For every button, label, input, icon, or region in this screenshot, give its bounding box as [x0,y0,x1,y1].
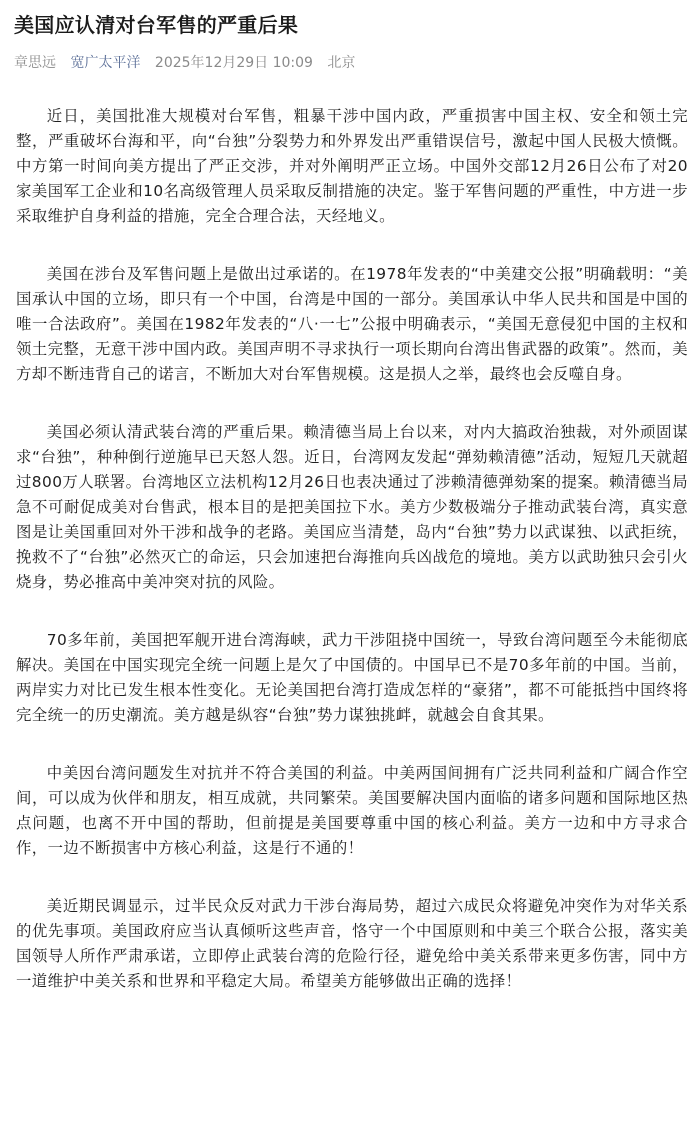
paragraph: 70多年前，美国把军舰开进台湾海峡，武力干涉阻挠中国统一，导致台湾问题至今未能彻底解决。美国在中国实现完全统一问题上是欠了中国债的。中国早已不是70多年前的中国。当前，两岸实力对比已发生根本性变化。无论美国把台湾打造成怎样的“豪猪”，都不可能抵挡中国终将完全统一的历史潮流。美方越是纵容“台独”势力谋独挑衅，就越会自食其果。 [16,631,688,724]
paragraph: 美国必须认清武装台湾的严重后果。赖清德当局上台以来，对内大搞政治独裁，对外顽固谋求“台独”，种种倒行逆施早已天怒人怨。近日，台湾网友发起“弹劾赖清德”活动，短短几天就超过800万人联署。台湾地区立法机构12月26日也表决通过了涉赖清德弹劾案的提案。赖清德当局急不可耐促成美对台售武，根本目的是把美国拉下水。美方少数极端分子推动武装台湾，真实意图是让美国重回对外干涉和战争的老路。美国应当清楚，岛内“台独”势力以武谋独、以武拒统，挽救不了“台独”必然灭亡的命运，只会加速把台海推向兵凶战危的境地。美方以武助独只会引火烧身，势必推高中美冲突对抗的风险。 [16,423,688,591]
paragraph: 美近期民调显示，过半民众反对武力干涉台海局势，超过六成民众将避免冲突作为对华关系的优先事项。美国政府应当认真倾听这些声音，恪守一个中国原则和中美三个联合公报，落实美国领导人所作严肃承诺，立即停止武装台湾的危险行径，避免给中美关系带来更多伤害，同中方一道维护中美关系和世界和平稳定大局。希望美方能够做出正确的选择！ [16,897,688,990]
article-meta [14,53,355,73]
paragraph: 美国在涉台及军售问题上是做出过承诺的。在1978年发表的“中美建交公报”明确载明：“美国承认中国的立场，即只有一个中国，台湾是中国的一部分。美国承认中华人民共和国是中国的唯一合法政府”。美国在1982年发表的“八·一七”公报中明确表示，“美国无意侵犯中国的主权和领土完整，无意干涉中国内政。美国声明不寻求执行一项长期向台湾出售武器的政策”。然而，美方却不断违背自己的诺言，不断加大对台军售规模。这是损人之举，最终也会反噬自身。 [16,265,688,383]
paragraph: 近日，美国批准大规模对台军售，粗暴干涉中国内政，严重损害中国主权、安全和领土完整，严重破坏台海和平，向“台独”分裂势力和外界发出严重错误信号，激起中国人民极大愤慨。中方第一时间向美方提出了严正交涉，并对外阐明严正立场。中国外交部12月26日公布了对20家美国军工企业和10名高级管理人员采取反制措施的决定。鉴于军售问题的严重性，中方进一步采取维护自身利益的措施，完全合理合法，天经地义。 [16,107,688,225]
article-body [16,104,688,1027]
article-title: 美国应认清对台军售的严重后果 [14,13,299,37]
author-name: 章思远 [14,55,56,71]
paragraph: 中美因台湾问题发生对抗并不符合美国的利益。中美两国间拥有广泛共同利益和广阔合作空间，可以成为伙伴和朋友，相互成就，共同繁荣。美国要解决国内面临的诸多问题和国际地区热点问题，也离不开中国的帮助，但前提是美国要尊重中国的核心利益。美方一边和中方寻求合作，一边不断损害中方核心利益，这是行不通的！ [16,764,688,857]
publish-datetime: 2025年12月29日 10:09 [154,55,313,71]
publish-location: 北京 [327,55,356,71]
account-link[interactable]: 宽广太平洋 [70,55,141,71]
